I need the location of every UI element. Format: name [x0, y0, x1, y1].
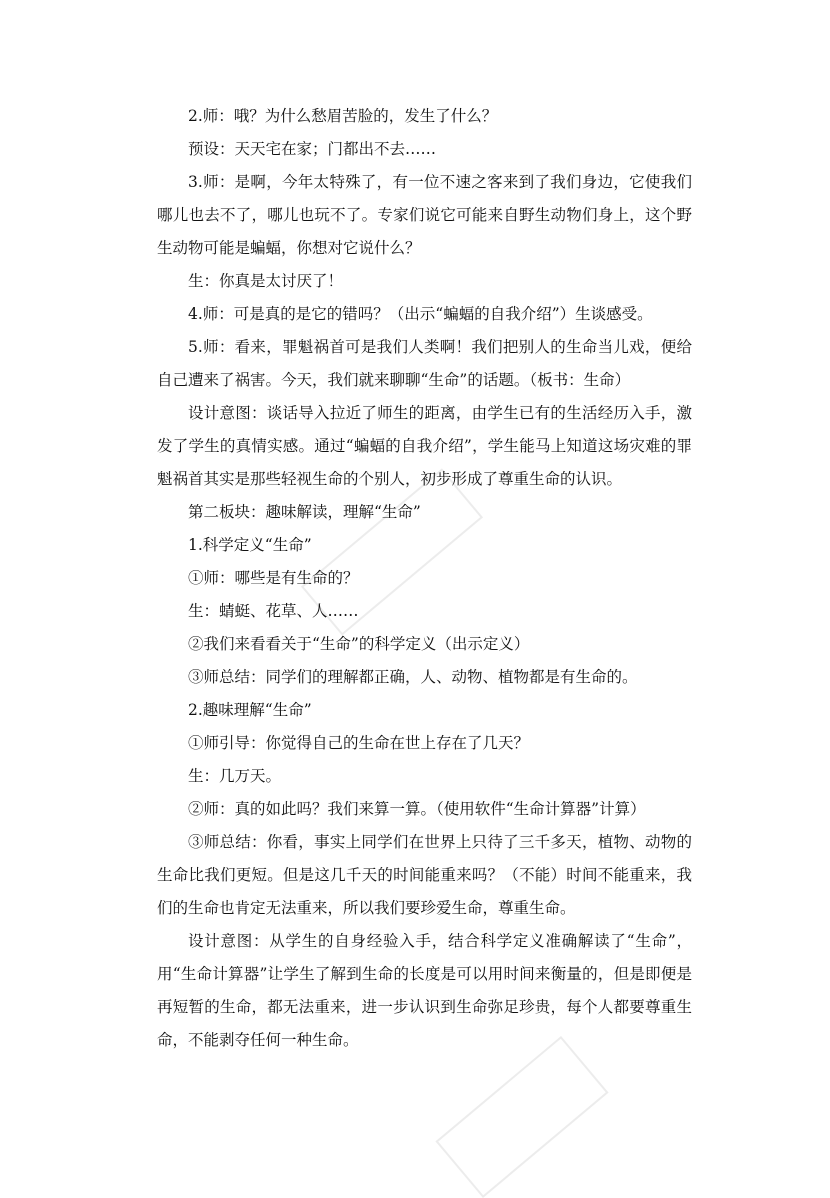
paragraph: 预设：天天宅在家；门都出不去……: [188, 140, 437, 158]
paragraph: ③师总结：同学们的理解都正确，人、动物、植物都是有生命的。: [188, 668, 638, 686]
paragraph: ②我们来看看关于“生命”的科学定义（出示定义）: [188, 635, 530, 653]
paragraph: 2.师：哦？为什么愁眉苦脸的，发生了什么？: [188, 107, 498, 125]
paragraph: ①师引导：你觉得自己的生命在世上存在了几天？: [188, 734, 530, 752]
design-intent-paragraph: 设计意图：从学生的自身经验入手，结合科学定义准确解读了“生命”，用“生命计算器”让学生了解到生命的长度是可以用时间来衡量的，但是即便是再短暂的生命，都无法重来，进一步认识到生命弥足珍贵，每个人都要尊重生命，不能剥夺任何一种生命。: [157, 932, 692, 1049]
subsection-heading: 1.科学定义“生命”: [188, 536, 312, 554]
paragraph: ③师总结：你看，事实上同学们在世界上只待了三千多天，植物、动物的生命比我们更短。但是这几千天的时间能重来吗？（不能）时间不能重来，我们的生命也肯定无法重来，所以我们要珍爱生命，尊重生命。: [157, 833, 692, 917]
paragraph: 生：几万天。: [188, 767, 282, 785]
paragraph: 生：蜻蜓、花草、人……: [188, 602, 359, 620]
design-intent-paragraph: 设计意图：谈话导入拉近了师生的距离，由学生已有的生活经历入手，激发了学生的真情实感。通过“蝙蝠的自我介绍”，学生能马上知道这场灾难的罪魁祸首其实是那些轻视生命的个别人，初步形成了尊重生命的认识。: [157, 404, 692, 488]
paragraph: ②师：真的如此吗？我们来算一算。（使用软件“生命计算器”计算）: [188, 800, 646, 818]
section-heading: 第二板块：趣味解读，理解“生命”: [188, 503, 421, 521]
paragraph: 3.师：是啊，今年太特殊了，有一位不速之客来到了我们身边，它使我们哪儿也去不了，哪儿也玩不了。专家们说它可能来自野生动物们身上，这个野生动物可能是蝙蝠，你想对它说什么？: [157, 173, 692, 257]
paragraph: ①师：哪些是有生命的？: [188, 569, 359, 587]
paragraph: 4.师：可是真的是它的错吗？（出示“蝙蝠的自我介绍”）生谈感受。: [188, 305, 653, 323]
subsection-heading: 2.趣味理解“生命”: [188, 701, 312, 719]
document-body: [157, 100, 692, 1057]
paragraph: 5.师：看来，罪魁祸首可是我们人类啊！我们把别人的生命当儿戏，便给自己遭来了祸害。今天，我们就来聊聊“生命”的话题。（板书：生命）: [157, 338, 692, 389]
paragraph: 生：你真是太讨厌了！: [188, 272, 344, 290]
